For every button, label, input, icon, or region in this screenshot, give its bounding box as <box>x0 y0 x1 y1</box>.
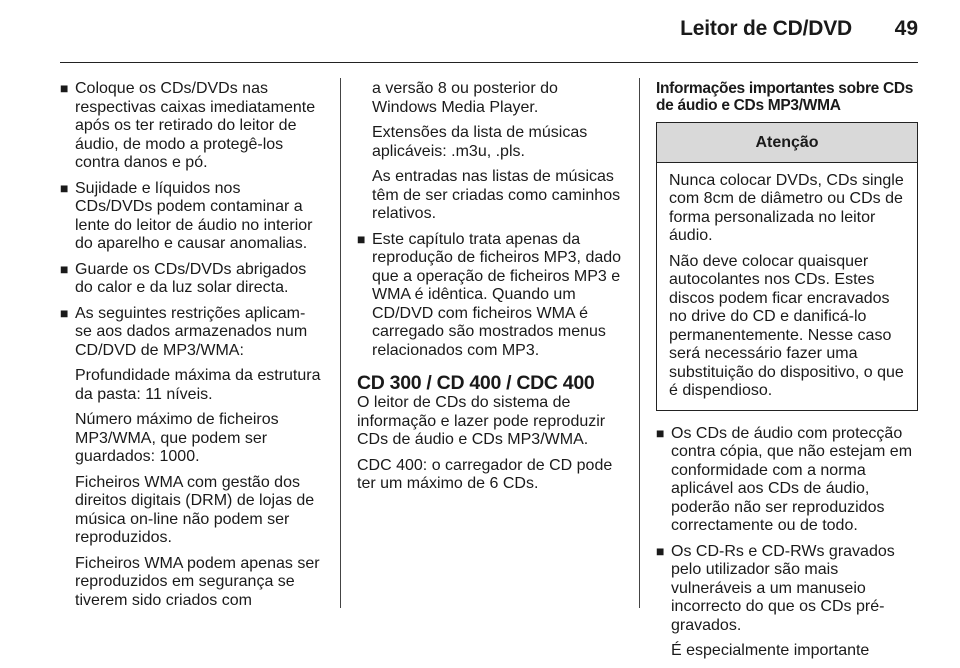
list-item <box>60 80 322 173</box>
list-item <box>656 425 918 536</box>
body-paragraph: CDC 400: o carregador de CD pode ter um máximo de 6 CDs. <box>357 456 613 492</box>
list-item-text: Número máximo de ficheiros MP3/WMA, que podem ser guardados: 1000. <box>75 411 279 465</box>
continued-text: As entradas nas listas de músicas têm de ser criadas como caminhos relativos. <box>372 168 621 222</box>
subsection-heading: Informações importantes sobre CDs de áudio e CDs MP3/WMA <box>656 80 914 114</box>
bullet-icon: ■ <box>656 424 665 441</box>
list-item-text: Sujidade e líquidos nos CDs/DVDs podem contaminar a lente do leitor de áudio no interior do aparelho e causar anomalias. <box>75 179 313 252</box>
column-divider <box>340 78 341 608</box>
bullet-list <box>357 231 623 361</box>
list-item <box>60 180 322 254</box>
caution-title: Atenção <box>657 123 917 163</box>
bullet-icon: ■ <box>656 542 665 559</box>
list-item-text: As seguintes restrições aplicam-se aos dados armazenados num CD/DVD de MP3/WMA: <box>75 304 308 359</box>
column-divider <box>639 78 640 608</box>
section-heading: CD 300 / CD 400 / CDC 400 <box>357 372 595 394</box>
bullet-list <box>60 80 322 610</box>
page-header <box>0 0 960 62</box>
bullet-icon: ■ <box>60 179 69 196</box>
caution-body <box>657 163 917 410</box>
column-left <box>60 80 322 617</box>
page-number: 49 <box>894 17 918 40</box>
list-item-text: Ficheiros WMA podem apenas ser reproduzidos em segurança se tiverem sido criados com <box>75 554 320 609</box>
list-item <box>357 231 623 361</box>
continued-text: a versão 8 ou posterior do Windows Media Player. <box>372 80 558 116</box>
caution-box <box>656 122 918 411</box>
list-item <box>60 305 322 611</box>
continued-text: Extensões da lista de músicas aplicáveis: .m3u, .pls. <box>372 124 588 160</box>
body-paragraph: O leitor de CDs do sistema de informação e lazer pode reproduzir CDs de áudio e CDs MP3/WMA. <box>357 394 606 448</box>
column-right <box>656 80 918 668</box>
continued-list-item <box>357 80 623 224</box>
bullet-icon: ■ <box>60 80 69 96</box>
bullet-icon: ■ <box>60 260 69 277</box>
list-item-text: Guarde os CDs/DVDs abrigados do calor e da luz solar directa. <box>75 260 307 296</box>
bullet-icon: ■ <box>60 304 69 321</box>
header-divider <box>60 62 918 63</box>
column-middle <box>357 80 623 501</box>
list-item-text: Os CD-Rs e CD-RWs gravados pelo utilizador são mais vulneráveis a um manuseio incorrecto do que os CDs pré-gravados. <box>671 542 895 634</box>
list-item-text: É especialmente importante <box>671 642 870 659</box>
list-item-text: Profundidade máxima da estrutura da pasta: 11 níveis. <box>75 367 321 403</box>
list-item-text: Os CDs de áudio com protecção contra cópia, que não estejam em conformidade com a norma aplicável aos CDs de áudio, poderão não ser reproduzidos correctamente ou de todo. <box>671 424 913 534</box>
caution-text: Nunca colocar DVDs, CDs single com 8cm de diâmetro ou CDs de forma personalizada no leitor áudio. <box>669 171 904 244</box>
list-item <box>60 261 322 298</box>
list-item <box>656 543 918 661</box>
bullet-icon: ■ <box>357 230 366 247</box>
caution-text: Não deve colocar quaisquer autocolantes nos CDs. Estes discos podem ficar encravados no drive do CD e danificá-lo permanentemente. Nesse caso será necessário fazer uma substituição do dispositivo, o que é dispendioso. <box>669 252 904 399</box>
page-title: Leitor de CD/DVD <box>680 17 852 40</box>
bullet-list <box>656 425 918 661</box>
list-item-text: Ficheiros WMA com gestão dos direitos digitais (DRM) de lojas de música on-line não podem ser reproduzidos. <box>75 473 315 546</box>
list-item-text: Este capítulo trata apenas da reprodução de ficheiros MP3, dado que a operação de ficheiros MP3 e WMA é idêntica. Quando um CD/DVD com ficheiros WMA é carregado são mostrados menus relacionados com MP3. <box>372 230 622 359</box>
list-item-text: Coloque os CDs/DVDs nas respectivas caixas imediatamente após os ter retirado do leitor de áudio, de modo a protegê-los contra danos e pó. <box>75 80 316 171</box>
